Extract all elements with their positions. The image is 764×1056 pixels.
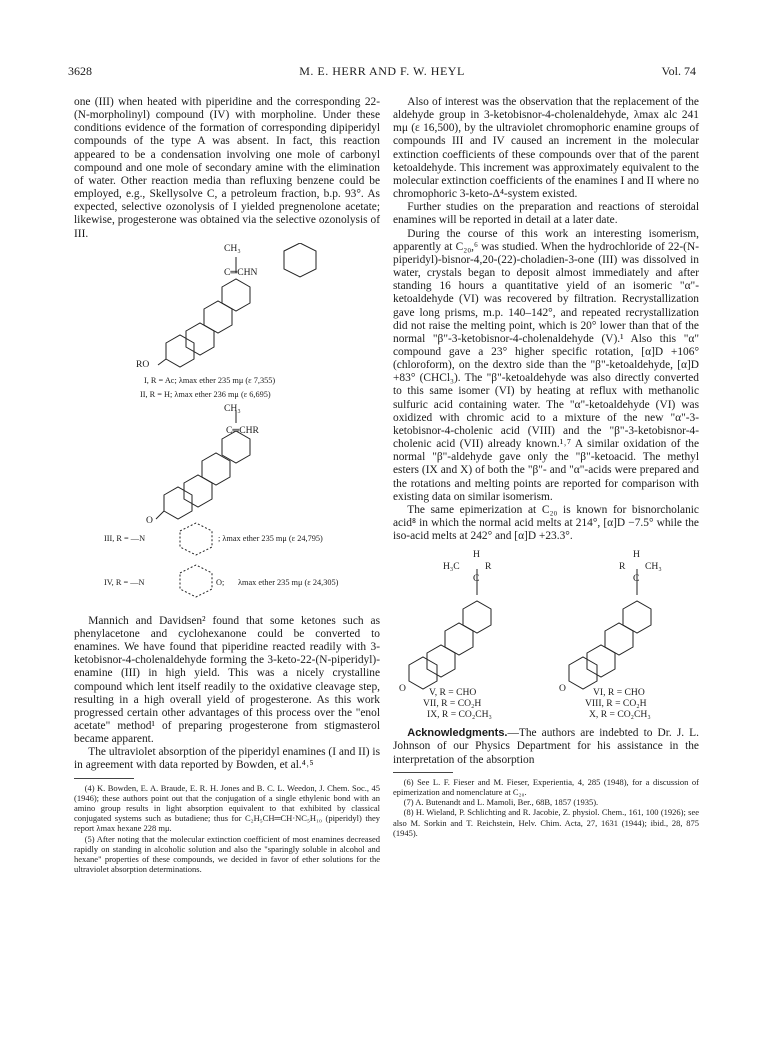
ch3-label-right: CH₃	[645, 561, 662, 573]
compound-X-label: X, R = CO₂CH₃	[589, 709, 651, 721]
compound-VIII-label: VIII, R = CO₂H	[585, 698, 647, 710]
acknowledgments-paragraph	[393, 727, 699, 766]
volume-number: Vol. 74	[661, 64, 696, 78]
right-column	[393, 96, 699, 838]
o-label-left: O	[399, 683, 406, 695]
chr-group-label: C═CHR	[226, 424, 259, 436]
left-column	[74, 96, 380, 874]
compound-IX-label: IX, R = CO₂CH₃	[427, 709, 492, 721]
footnote-7: (7) A. Butenandt and L. Mamoli, Ber., 68B, 1857 (1935).	[403, 797, 599, 808]
footnote-5: (5) After noting that the molecular extinction coefficient of most enamines decreased rapidly on standing in alcoholic solution and also the "sparingly soluble in alcohol and hexane" properties of these compounds, we decided in favor of ether solutions for the ultraviolet absorption determinations.	[74, 833, 380, 875]
compound-III-uv-label: ; λmax ether 235 mμ (ε 24,795)	[218, 533, 323, 543]
ro-label: RO	[136, 358, 150, 370]
footnote-8: (8) H. Wieland, P. Schlichting and R. Jacobie, Z. physiol. Chem., 161, 100 (1926); see also M. Sorkin and T. Reichstein, Helv. Chim. Acta, 27, 1631 (1944); ibid., 28, 875 (1945).	[393, 807, 699, 838]
acknowledgments-text: —The authors are indebted to Dr. J. L. Johnson of our Physics Department for his assistance in the interpretation of the absorption	[393, 727, 699, 766]
h3c-label-left: H₃C	[443, 561, 460, 573]
footnote-divider	[393, 772, 453, 773]
enamine-structure-figure	[74, 243, 380, 611]
o-label-right: O	[559, 683, 566, 695]
paragraph: The same epimerization at C₂₀ is known for bisnorcholanic acid⁸ in which the normal acid melts at 214°, [α]D −7.5° while the iso-acid melts at 242° and [α]D +23.3°.	[393, 503, 699, 543]
page-number: 3628	[68, 64, 92, 78]
h-label-right: H	[633, 549, 640, 561]
enamine-group-label: C═CHN	[224, 266, 258, 278]
c-label-right: C	[633, 573, 640, 585]
methyl-label: CH₃	[224, 242, 241, 254]
paragraph: one (III) when heated with piperidine and the corresponding 22-(N-morpholinyl) compound (IV) with morpholine. Under these conditions evidence of the formation of corresponding dipiperidyl compounds of the type A was absent. In fact, this reaction appeared to be a condensation involving one mole of carbonyl compound and one mole of secondary amine with the elimination of water. Other reaction media than refluxing benzene could be employed, e.g., Skellysolve C, a petroleum fraction, b.p. 93°. As expected, selective ozonolysis of I yielded pregnenolone acetate; likewise, progesterone was obtained via the selective ozonolysis of III.	[74, 96, 380, 240]
footnote-6: (6) See L. F. Fieser and M. Fieser, Experientia, 4, 285 (1948), for a discussion of epimerization and nomenclature at C₂₀.	[393, 776, 699, 797]
morpholine-o-label: O;	[216, 577, 225, 587]
paragraph: Mannich and Davidsen² found that some ketones such as phenylacetone and cyclohexanone could be converted to enamines. We have found that piperidine reacted readily with 3-ketobisnor-4-cholenaldehyde forming the 3-keto-22-(N-piperidyl)-enamine (III) in high yield. This was a nicely crystalline compound which lent itself readily to the oxidative cleavage step, resulting in a high overall yield of progesterone. As this work progressed certain other advantages of this process over the "enol acetate" method¹ of preparing progesterone from stigmasterol became apparent.	[74, 614, 380, 746]
epimer-structures-figure	[393, 549, 699, 721]
h-label-left: H	[473, 549, 480, 561]
methyl-label-2: CH₃	[224, 402, 241, 414]
running-header	[68, 64, 696, 80]
compound-VII-label: VII, R = CO₂H	[423, 698, 482, 710]
compound-V-label: V, R = CHO	[429, 687, 477, 699]
compound-II-label: II, R = H; λmax ether 236 mμ (ε 6,695)	[140, 389, 271, 399]
paragraph: Further studies on the preparation and reactions of steroidal enamines will be reported in detail at a later date.	[393, 201, 699, 227]
r-label-left: R	[485, 561, 492, 573]
compound-IV-r-label: IV, R = —N	[104, 577, 145, 587]
acknowledgments-heading: Acknowledgments.	[407, 727, 508, 740]
compound-III-r-label: III, R = —N	[104, 533, 146, 543]
c-label-left: C	[473, 573, 480, 585]
keto-oxygen-label: O	[146, 514, 153, 526]
paragraph: During the course of this work an interesting isomerism, apparently at C₂₀,⁶ was studied. When the hydrochloride of 22-(N-piperidyl)-bisnor-4,20-(22)-choladien-3-one (III) was dissolved in water, crystals began to deposit almost immediately and after standing 16 hours a quantitative yield of an isomeric "α"-ketoaldehyde (VI) was recovered by filtration. Recrystallization gave long prisms, m.p. 140–142°, and repeated recrystallization did not raise the melting point, which is 20° lower than that of the normal "β"-3-ketobisnor-4-cholenaldehyde (V).¹ Also this "α" compound gave a 23° higher specific rotation, [α]D +106° (chloroform), on the dextro side than the "β"-ketoaldehyde, [α]D +83° (CHCl₃). The "β"-ketoaldehyde was also directly converted to this same isomer (VI) by heating at reflux with methanolic sulfuric acid containing water. The "α"-ketoaldehyde (VI) was oxidized with chromic acid to a mixture of the new "α"-3-ketobisnor-4-cholenic acid (VIII) and the "β"-3-ketobisnor-4-cholenic acid (VII) already known.¹˒⁷ A similar oxidation of the normal "β"-aldehyde gave only the "β"-ketoacid. The methyl esters (IX and X) of both the "β"- and "α"-acids were prepared and the rotations and melting points are reported for comparison with existing data on similar isomerism.	[393, 227, 699, 503]
compound-I-label: I, R = Ac; λmax ether 235 mμ (ε 7,355)	[144, 375, 276, 385]
paragraph: The ultraviolet absorption of the piperidyl enamines (I and II) is in agreement with data reported by Bowden, et al.⁴˒⁵	[74, 746, 380, 772]
footnote-divider	[74, 778, 134, 779]
running-title: M. E. HERR AND F. W. HEYL	[299, 64, 465, 78]
compound-IV-uv-label: λmax ether 235 mμ (ε 24,305)	[238, 577, 339, 587]
compound-VI-label: VI, R = CHO	[593, 687, 645, 699]
paragraph: Also of interest was the observation that the replacement of the aldehyde group in 3-ketobisnor-4-cholenaldehyde, λmax alc 241 mμ (ε 16,500), by the ultraviolet chromophoric enamine groups of compounds III and IV caused an increment in the molecular extinction coefficients of these compounds over that of the parent ketoaldehyde. This increment was approximately equivalent to the molecular extinction coefficients of the enamines I and II where no chromophoric 3-keto-Δ⁴-system existed.	[393, 96, 699, 201]
footnote-4: (4) K. Bowden, E. A. Braude, E. R. H. Jones and B. C. L. Weedon, J. Chem. Soc., 45 (1946); these authors point out that the conjugation of a single ethylenic bond with an amino group results in light absorption equivalent to that exhibited by classical conjugated systems such as butadiene; thus for C₂H₅CH═CH·NC₅H₁₀ (piperidyl) they report λmax hexane 228 mμ.	[74, 782, 380, 834]
r-label-right: R	[619, 561, 626, 573]
